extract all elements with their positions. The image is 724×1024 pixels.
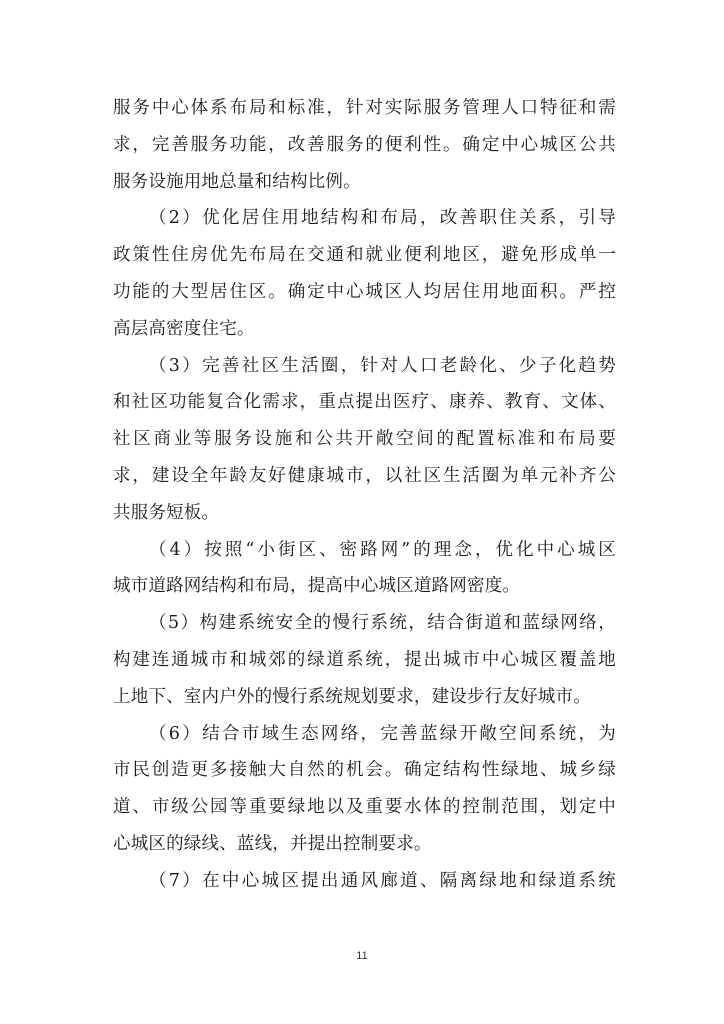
text-line: 求，建设全年龄友好健康城市，以社区生活圈为单元补齐公 (113, 465, 616, 486)
paragraph-continued-service-center (113, 90, 616, 200)
paragraph-item-2-residential (113, 200, 616, 347)
text-line: （4）按照“小街区、密路网”的理念，优化中心城区 (149, 539, 616, 560)
text-line: 和社区功能复合化需求，重点提出医疗、康养、教育、文体、 (113, 392, 616, 413)
text-line: 道、市级公园等重要绿地以及重要水体的控制范围，划定中 (113, 797, 616, 818)
text-line: 心城区的绿线、蓝线，并提出控制要求。 (113, 833, 432, 854)
text-line: 服务设施用地总量和结构比例。 (113, 171, 361, 192)
text-line: （3）完善社区生活圈，针对人口老龄化、少子化趋势 (149, 355, 616, 376)
paragraph-item-3-community (113, 348, 616, 532)
text-line: 共服务短板。 (113, 502, 220, 523)
text-line: 求，完善服务功能，改善服务的便利性。确定中心城区公共 (113, 134, 616, 155)
page-number: 11 (356, 950, 368, 962)
text-line: 政策性住房优先布局在交通和就业便利地区，避免形成单一 (113, 245, 616, 266)
paragraph-item-6-blue-green (113, 716, 616, 863)
paragraph-item-4-street-network (113, 532, 616, 606)
text-line: 服务中心体系布局和标准，针对实际服务管理人口特征和需 (113, 98, 616, 118)
text-line: 市民创造更多接触大自然的机会。确定结构性绿地、城乡绿 (113, 760, 616, 781)
text-line: 城市道路网结构和布局，提高中心城区道路网密度。 (113, 576, 521, 597)
text-line: （5）构建系统安全的慢行系统，结合街道和蓝绿网络， (149, 613, 616, 634)
text-line: （6）结合市域生态网络，完善蓝绿开敞空间系统，为 (149, 723, 616, 744)
text-line: 社区商业等服务设施和公共开敞空间的配置标准和布局要 (113, 429, 616, 450)
text-line: 高层高密度住宅。 (113, 318, 255, 339)
text-line: 功能的大型居住区。确定中心城区人均居住用地面积。严控 (113, 281, 616, 302)
paragraph-item-7-ventilation (113, 863, 616, 900)
body-text (113, 90, 616, 900)
text-line: （7）在中心城区提出通风廊道、隔离绿地和绿道系统 (149, 870, 616, 891)
text-line: 上地下、室内户外的慢行系统规划要求，建设步行友好城市。 (113, 686, 591, 707)
text-line: （2）优化居住用地结构和布局，改善职住关系，引导 (149, 208, 616, 229)
text-line: 构建连通城市和城郊的绿道系统，提出城市中心城区覆盖地 (113, 649, 616, 670)
paragraph-item-5-slow-traffic (113, 605, 616, 715)
